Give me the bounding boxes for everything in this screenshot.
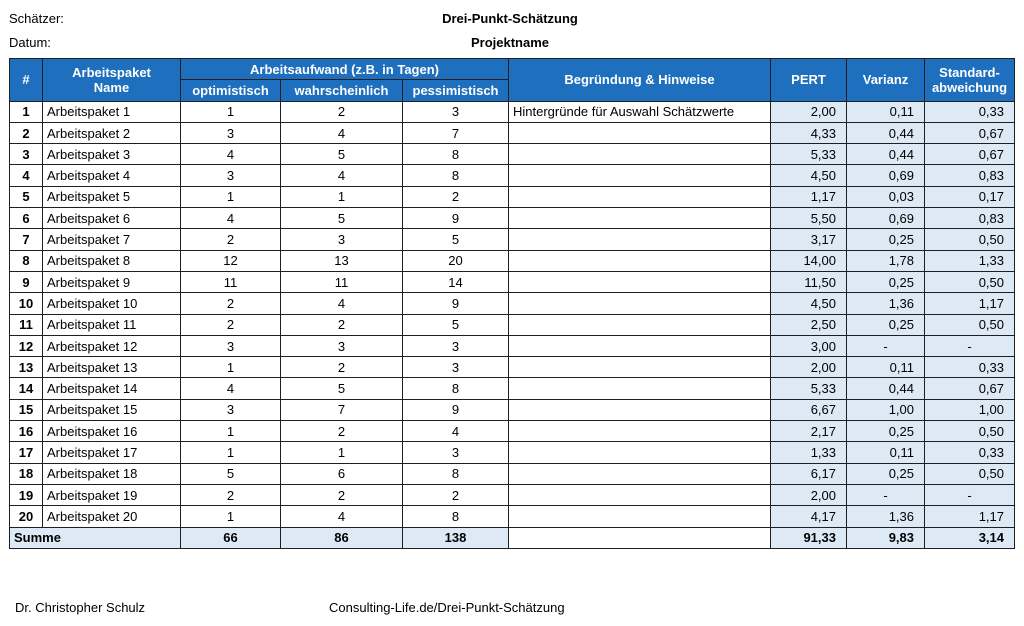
pessimistic-value[interactable]: 20	[403, 250, 509, 271]
pert-value: 2,00	[771, 357, 847, 378]
stddev-value: 0,67	[925, 144, 1015, 165]
stddev-value: 0,50	[925, 463, 1015, 484]
pessimistic-value[interactable]: 8	[403, 165, 509, 186]
pert-value: 2,00	[771, 101, 847, 122]
notes-cell[interactable]	[509, 484, 771, 505]
stddev-value: 0,50	[925, 421, 1015, 442]
row-index: 15	[10, 399, 43, 420]
optimistic-value[interactable]: 4	[181, 208, 281, 229]
stddev-value: 0,33	[925, 357, 1015, 378]
stddev-value: 0,33	[925, 442, 1015, 463]
likely-value[interactable]: 5	[281, 208, 403, 229]
col-header-stddev	[925, 59, 1015, 102]
likely-value[interactable]: 2	[281, 357, 403, 378]
row-index: 18	[10, 463, 43, 484]
stddev-value: 1,00	[925, 399, 1015, 420]
optimistic-value[interactable]: 3	[181, 335, 281, 356]
pessimistic-value[interactable]: 4	[403, 421, 509, 442]
row-index: 10	[10, 293, 43, 314]
stddev-value: 0,67	[925, 378, 1015, 399]
sum-notes	[509, 527, 771, 548]
package-name[interactable]: Arbeitspaket 18	[43, 463, 181, 484]
optimistic-value[interactable]: 12	[181, 250, 281, 271]
variance-value: 1,36	[847, 506, 925, 527]
pessimistic-value[interactable]: 3	[403, 101, 509, 122]
pessimistic-value[interactable]: 2	[403, 484, 509, 505]
optimistic-value[interactable]: 5	[181, 463, 281, 484]
optimistic-value[interactable]: 2	[181, 484, 281, 505]
package-name[interactable]: Arbeitspaket 15	[43, 399, 181, 420]
notes-cell[interactable]	[509, 399, 771, 420]
table-row	[10, 165, 1015, 186]
table-row	[10, 250, 1015, 271]
likely-value[interactable]: 4	[281, 165, 403, 186]
notes-cell[interactable]	[509, 250, 771, 271]
table-row	[10, 101, 1015, 122]
table-row	[10, 271, 1015, 292]
pert-value: 11,50	[771, 271, 847, 292]
row-index: 5	[10, 186, 43, 207]
table-row	[10, 186, 1015, 207]
variance-value: 1,78	[847, 250, 925, 271]
variance-value: 0,25	[847, 421, 925, 442]
col-header-stddev-line2: abweichung	[931, 79, 1008, 95]
stddev-value: 1,17	[925, 506, 1015, 527]
optimistic-value[interactable]: 1	[181, 186, 281, 207]
row-index: 14	[10, 378, 43, 399]
col-header-index: #	[10, 59, 43, 102]
pert-value: 2,17	[771, 421, 847, 442]
variance-value: 0,11	[847, 442, 925, 463]
pessimistic-value[interactable]: 5	[403, 229, 509, 250]
optimistic-value[interactable]: 1	[181, 506, 281, 527]
notes-cell[interactable]	[509, 335, 771, 356]
notes-cell[interactable]	[509, 229, 771, 250]
table-row	[10, 399, 1015, 420]
package-name[interactable]: Arbeitspaket 19	[43, 484, 181, 505]
stddev-value: -	[925, 335, 1015, 356]
package-name[interactable]: Arbeitspaket 5	[43, 186, 181, 207]
notes-cell[interactable]	[509, 378, 771, 399]
optimistic-value[interactable]: 2	[181, 229, 281, 250]
package-name[interactable]: Arbeitspaket 9	[43, 271, 181, 292]
footer-link[interactable]: Consulting-Life.de/Drei-Punkt-Schätzung	[329, 600, 565, 615]
variance-value: 0,25	[847, 229, 925, 250]
variance-value: 0,11	[847, 101, 925, 122]
table-row	[10, 442, 1015, 463]
likely-value[interactable]: 6	[281, 463, 403, 484]
notes-cell[interactable]	[509, 144, 771, 165]
page-title: Drei-Punkt-Schätzung	[442, 11, 578, 26]
stddev-value: 0,67	[925, 122, 1015, 143]
likely-value[interactable]: 2	[281, 314, 403, 335]
likely-value[interactable]: 5	[281, 378, 403, 399]
package-name[interactable]: Arbeitspaket 3	[43, 144, 181, 165]
table-row	[10, 357, 1015, 378]
optimistic-value[interactable]: 2	[181, 293, 281, 314]
notes-cell[interactable]	[509, 293, 771, 314]
likely-value[interactable]: 3	[281, 229, 403, 250]
optimistic-value[interactable]: 3	[181, 165, 281, 186]
likely-value[interactable]: 5	[281, 144, 403, 165]
notes-cell[interactable]	[509, 122, 771, 143]
likely-value[interactable]: 1	[281, 186, 403, 207]
optimistic-value[interactable]: 1	[181, 442, 281, 463]
table-row	[10, 293, 1015, 314]
pessimistic-value[interactable]: 2	[403, 186, 509, 207]
pessimistic-value[interactable]: 9	[403, 208, 509, 229]
pert-value: 6,17	[771, 463, 847, 484]
sum-pessimistic: 138	[403, 527, 509, 548]
variance-value: 0,03	[847, 186, 925, 207]
pert-value: 4,17	[771, 506, 847, 527]
table-row	[10, 229, 1015, 250]
col-header-notes: Begründung & Hinweise	[509, 59, 771, 102]
estimation-table	[9, 58, 1015, 549]
variance-value: 0,44	[847, 144, 925, 165]
package-name[interactable]: Arbeitspaket 4	[43, 165, 181, 186]
stddev-value: 1,17	[925, 293, 1015, 314]
variance-value: 0,25	[847, 314, 925, 335]
pessimistic-value[interactable]: 9	[403, 399, 509, 420]
pert-value: 2,50	[771, 314, 847, 335]
optimistic-value[interactable]: 1	[181, 421, 281, 442]
pessimistic-value[interactable]: 5	[403, 314, 509, 335]
optimistic-value[interactable]: 4	[181, 378, 281, 399]
pert-value: 4,50	[771, 165, 847, 186]
notes-cell[interactable]: Hintergründe für Auswahl Schätzwerte	[509, 101, 771, 122]
optimistic-value[interactable]: 11	[181, 271, 281, 292]
pert-value: 6,67	[771, 399, 847, 420]
sum-row	[10, 527, 1015, 548]
table-row	[10, 314, 1015, 335]
pessimistic-value[interactable]: 8	[403, 506, 509, 527]
row-index: 2	[10, 122, 43, 143]
pessimistic-value[interactable]: 14	[403, 271, 509, 292]
pessimistic-value[interactable]: 9	[403, 293, 509, 314]
stddev-value: 0,83	[925, 165, 1015, 186]
notes-cell[interactable]	[509, 357, 771, 378]
variance-value: -	[847, 484, 925, 505]
pert-value: 3,17	[771, 229, 847, 250]
stddev-value: 0,83	[925, 208, 1015, 229]
stddev-value: 0,17	[925, 186, 1015, 207]
row-index: 16	[10, 421, 43, 442]
estimator-label: Schätzer:	[9, 11, 64, 26]
col-header-package-line1: Arbeitspaket	[72, 64, 151, 80]
variance-value: 0,11	[847, 357, 925, 378]
stddev-value: 0,50	[925, 271, 1015, 292]
stddev-value: 0,33	[925, 101, 1015, 122]
row-index: 13	[10, 357, 43, 378]
package-name[interactable]: Arbeitspaket 8	[43, 250, 181, 271]
likely-value[interactable]: 4	[281, 506, 403, 527]
notes-cell[interactable]	[509, 271, 771, 292]
package-name[interactable]: Arbeitspaket 17	[43, 442, 181, 463]
variance-value: -	[847, 335, 925, 356]
pert-value: 3,00	[771, 335, 847, 356]
sum-pert: 91,33	[771, 527, 847, 548]
stddev-value: 0,50	[925, 229, 1015, 250]
row-index: 19	[10, 484, 43, 505]
sum-optimistic: 66	[181, 527, 281, 548]
table-row	[10, 122, 1015, 143]
variance-value: 0,69	[847, 208, 925, 229]
likely-value[interactable]: 1	[281, 442, 403, 463]
pessimistic-value[interactable]: 3	[403, 442, 509, 463]
package-name[interactable]: Arbeitspaket 16	[43, 421, 181, 442]
col-header-pert: PERT	[771, 59, 847, 102]
optimistic-value[interactable]: 1	[181, 101, 281, 122]
notes-cell[interactable]	[509, 442, 771, 463]
row-index: 12	[10, 335, 43, 356]
likely-value[interactable]: 2	[281, 421, 403, 442]
optimistic-value[interactable]: 2	[181, 314, 281, 335]
package-name[interactable]: Arbeitspaket 7	[43, 229, 181, 250]
row-index: 17	[10, 442, 43, 463]
stddev-value: 1,33	[925, 250, 1015, 271]
pessimistic-value[interactable]: 8	[403, 378, 509, 399]
pessimistic-value[interactable]: 7	[403, 122, 509, 143]
row-index: 4	[10, 165, 43, 186]
date-label: Datum:	[9, 35, 51, 50]
package-name[interactable]: Arbeitspaket 12	[43, 335, 181, 356]
optimistic-value[interactable]: 1	[181, 357, 281, 378]
col-header-optimistic: optimistisch	[181, 80, 281, 101]
table-row	[10, 208, 1015, 229]
pert-value: 5,33	[771, 144, 847, 165]
optimistic-value[interactable]: 3	[181, 122, 281, 143]
table-row	[10, 378, 1015, 399]
variance-value: 0,44	[847, 378, 925, 399]
table-row	[10, 463, 1015, 484]
sum-stddev: 3,14	[925, 527, 1015, 548]
package-name[interactable]: Arbeitspaket 6	[43, 208, 181, 229]
pert-value: 2,00	[771, 484, 847, 505]
col-header-package	[43, 59, 181, 102]
table-row	[10, 144, 1015, 165]
likely-value[interactable]: 4	[281, 122, 403, 143]
row-index: 20	[10, 506, 43, 527]
table-row	[10, 506, 1015, 527]
row-index: 7	[10, 229, 43, 250]
col-header-likely: wahrscheinlich	[281, 80, 403, 101]
col-header-variance: Varianz	[847, 59, 925, 102]
stddev-value: 0,50	[925, 314, 1015, 335]
stddev-value: -	[925, 484, 1015, 505]
row-index: 3	[10, 144, 43, 165]
variance-value: 1,36	[847, 293, 925, 314]
variance-value: 0,25	[847, 271, 925, 292]
footer-author: Dr. Christopher Schulz	[15, 600, 146, 615]
package-name[interactable]: Arbeitspaket 10	[43, 293, 181, 314]
pessimistic-value[interactable]: 3	[403, 335, 509, 356]
row-index: 11	[10, 314, 43, 335]
pert-value: 4,33	[771, 122, 847, 143]
row-index: 8	[10, 250, 43, 271]
likely-value[interactable]: 2	[281, 101, 403, 122]
variance-value: 0,44	[847, 122, 925, 143]
col-header-effort-group: Arbeitsaufwand (z.B. in Tagen)	[181, 59, 509, 80]
sum-label: Summe	[10, 527, 181, 548]
optimistic-value[interactable]: 3	[181, 399, 281, 420]
row-index: 9	[10, 271, 43, 292]
package-name[interactable]: Arbeitspaket 14	[43, 378, 181, 399]
pert-value: 14,00	[771, 250, 847, 271]
optimistic-value[interactable]: 4	[181, 144, 281, 165]
notes-cell[interactable]	[509, 186, 771, 207]
row-index: 6	[10, 208, 43, 229]
table-row	[10, 484, 1015, 505]
table-row	[10, 421, 1015, 442]
package-name[interactable]: Arbeitspaket 13	[43, 357, 181, 378]
package-name[interactable]: Arbeitspaket 2	[43, 122, 181, 143]
pert-value: 5,33	[771, 378, 847, 399]
notes-cell[interactable]	[509, 314, 771, 335]
pert-value: 1,33	[771, 442, 847, 463]
notes-cell[interactable]	[509, 463, 771, 484]
pert-value: 1,17	[771, 186, 847, 207]
notes-cell[interactable]	[509, 421, 771, 442]
pessimistic-value[interactable]: 8	[403, 144, 509, 165]
notes-cell[interactable]	[509, 208, 771, 229]
pessimistic-value[interactable]: 8	[403, 463, 509, 484]
likely-value[interactable]: 11	[281, 271, 403, 292]
likely-value[interactable]: 4	[281, 293, 403, 314]
table-row	[10, 335, 1015, 356]
notes-cell[interactable]	[509, 165, 771, 186]
package-name[interactable]: Arbeitspaket 20	[43, 506, 181, 527]
sum-likely: 86	[281, 527, 403, 548]
sum-variance: 9,83	[847, 527, 925, 548]
likely-value[interactable]: 13	[281, 250, 403, 271]
col-header-package-line2: Name	[93, 79, 130, 95]
row-index: 1	[10, 101, 43, 122]
likely-value[interactable]: 2	[281, 484, 403, 505]
project-name: Projektname	[470, 35, 550, 50]
variance-value: 0,25	[847, 463, 925, 484]
pessimistic-value[interactable]: 3	[403, 357, 509, 378]
package-name[interactable]: Arbeitspaket 1	[43, 101, 181, 122]
pert-value: 4,50	[771, 293, 847, 314]
col-header-pessimistic: pessimistisch	[403, 80, 509, 101]
likely-value[interactable]: 7	[281, 399, 403, 420]
notes-cell[interactable]	[509, 506, 771, 527]
pert-value: 5,50	[771, 208, 847, 229]
col-header-stddev-line1: Standard-	[939, 64, 1000, 80]
package-name[interactable]: Arbeitspaket 11	[43, 314, 181, 335]
likely-value[interactable]: 3	[281, 335, 403, 356]
variance-value: 1,00	[847, 399, 925, 420]
variance-value: 0,69	[847, 165, 925, 186]
